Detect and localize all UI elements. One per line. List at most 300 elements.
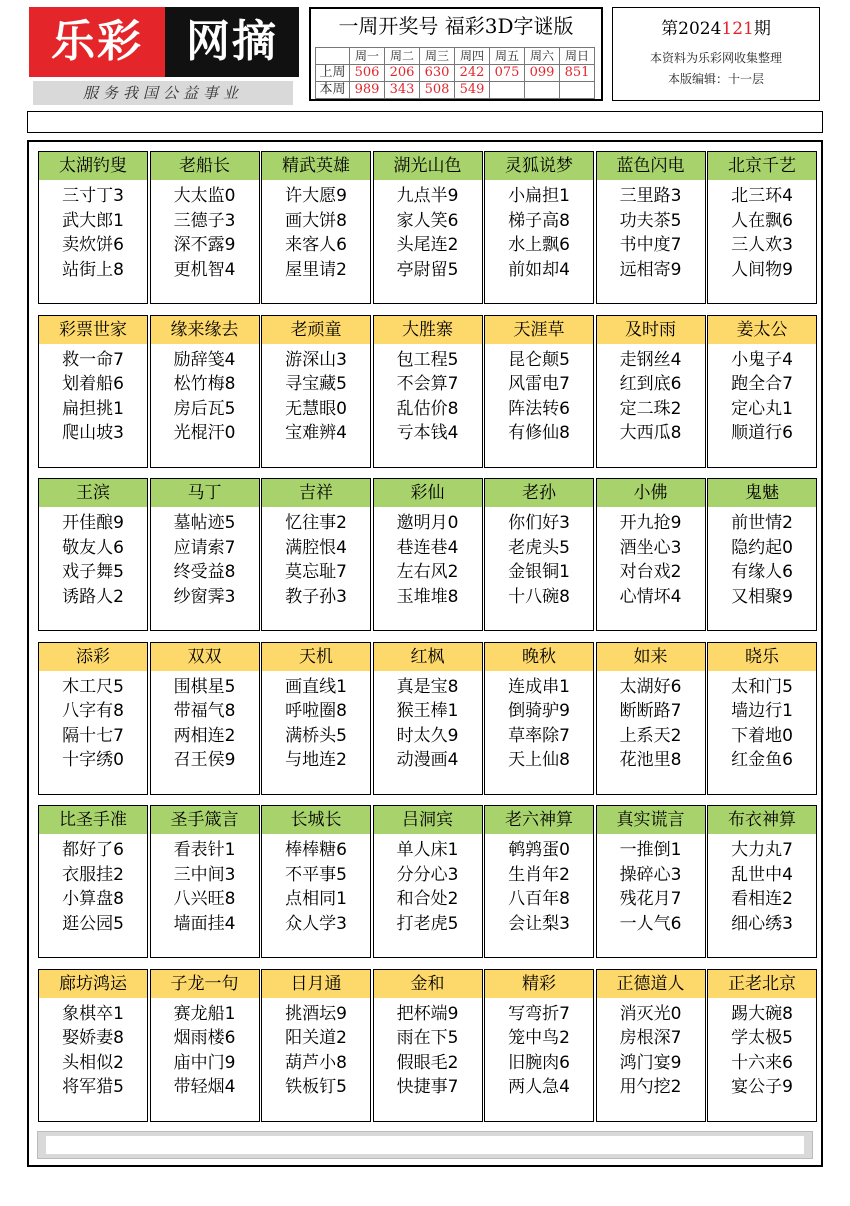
- riddle-line: 大太监0: [173, 186, 236, 206]
- issue-panel: [612, 7, 820, 101]
- riddle-line: 开九抢9: [619, 513, 682, 533]
- riddle-line: 将军猎5: [62, 1077, 124, 1097]
- riddle-line: 人间物9: [731, 259, 793, 280]
- draw-number: 549: [455, 82, 490, 99]
- card-author: 老船长: [151, 152, 259, 180]
- card-riddles: [597, 348, 705, 446]
- riddle-line: 忆往事2: [285, 513, 347, 533]
- source-note: 本资料为乐彩网收集整理: [649, 51, 782, 65]
- this-week-row: [316, 82, 595, 99]
- riddle-line: 围棋星5: [173, 676, 236, 697]
- card-author: 蓝色闪电: [597, 152, 705, 180]
- riddle-line: 北三环4: [731, 186, 793, 206]
- riddle-line: 小算盘8: [62, 889, 124, 909]
- riddle-card: [373, 805, 483, 958]
- riddle-line: 家人笑6: [396, 210, 459, 231]
- riddle-line: 应请索7: [173, 537, 236, 558]
- riddle-line: 房根深7: [619, 1028, 682, 1048]
- issue-suffix: 期: [753, 19, 771, 39]
- riddle-line: 八百年8: [508, 889, 570, 909]
- card-riddles: [262, 1002, 370, 1100]
- card-author: 长城长: [262, 806, 370, 834]
- riddle-line: 寻宝藏5: [285, 374, 347, 394]
- day-header: 周二: [385, 48, 420, 65]
- riddle-line: 隐约起0: [731, 537, 793, 558]
- draw-corner-cell: [316, 48, 350, 65]
- riddle-line: 前如却4: [508, 259, 570, 280]
- card-author: 老顽童: [262, 316, 370, 344]
- riddle-card: [596, 478, 706, 631]
- card-riddles: [39, 348, 147, 446]
- riddle-line: 戏子舞5: [62, 562, 124, 582]
- card-author: 老六神算: [485, 806, 593, 834]
- riddle-line: 和合处2: [396, 889, 459, 909]
- riddle-line: 众人学3: [285, 913, 347, 934]
- riddle-line: 草率除7: [508, 725, 570, 746]
- riddle-line: 亏本钱4: [396, 423, 459, 443]
- card-riddles: [151, 838, 259, 936]
- riddle-line: 挑酒坛9: [285, 1003, 347, 1024]
- riddle-card: [707, 315, 817, 468]
- card-author: 彩仙: [374, 479, 482, 507]
- riddle-line: 带福气8: [173, 701, 236, 721]
- riddle-line: 金银铜1: [508, 562, 570, 582]
- draw-panel-title: 一周开奖号 福彩3D字谜版: [338, 14, 574, 38]
- card-riddles: [262, 184, 370, 282]
- draw-number: 508: [420, 82, 455, 99]
- riddle-line: 不平事5: [285, 864, 347, 885]
- card-riddles: [708, 838, 816, 936]
- riddle-line: 棒棒糖6: [285, 840, 347, 860]
- riddle-line: 小扁担1: [508, 186, 570, 206]
- card-author: 湖光山色: [374, 152, 482, 180]
- riddle-line: 快捷事7: [396, 1077, 459, 1097]
- riddle-line: 光棍汗0: [173, 423, 236, 443]
- riddle-card: [596, 315, 706, 468]
- riddle-line: 乱世中4: [731, 864, 793, 885]
- riddle-line: 划着船6: [62, 374, 124, 394]
- card-author: 老孙: [485, 479, 593, 507]
- riddle-line: 把杯端9: [396, 1003, 459, 1024]
- riddle-line: 十八碗8: [508, 586, 570, 607]
- card-riddles: [597, 675, 705, 773]
- draw-number: 242: [455, 65, 490, 82]
- riddle-line: 连成串1: [508, 676, 570, 697]
- card-riddles: [374, 511, 482, 609]
- riddle-line: 小鬼子4: [731, 349, 793, 370]
- riddle-card: [484, 151, 594, 304]
- card-riddles: [597, 838, 705, 936]
- riddle-line: 八兴旺8: [173, 889, 236, 909]
- riddle-line: 衣服挂2: [62, 864, 124, 885]
- card-author: 太湖钓叟: [39, 152, 147, 180]
- riddle-line: 单人床1: [396, 840, 459, 860]
- riddle-line: 两相连2: [173, 725, 236, 746]
- riddle-line: 又相聚9: [731, 586, 793, 607]
- riddle-line: 人在飘6: [731, 210, 793, 231]
- draw-number: [560, 82, 595, 99]
- riddle-line: 三人欢3: [731, 235, 793, 255]
- riddle-line: 猴王棒1: [396, 701, 459, 721]
- riddle-line: 假眼毛2: [396, 1052, 459, 1073]
- riddle-line: 下着地0: [731, 725, 793, 746]
- card-riddles: [39, 511, 147, 609]
- riddle-line: 功夫茶5: [619, 210, 682, 231]
- riddle-line: 三德子3: [173, 210, 236, 231]
- riddle-line: 庙中门9: [173, 1052, 236, 1073]
- riddle-line: 远相寄9: [619, 259, 682, 280]
- card-author: 真实谎言: [597, 806, 705, 834]
- riddle-line: 书中度7: [619, 235, 682, 255]
- riddle-card: [261, 315, 371, 468]
- riddle-line: 消灭光0: [619, 1003, 682, 1024]
- riddle-line: 更机智4: [173, 259, 236, 280]
- riddle-line: 纱窗霁3: [173, 586, 236, 607]
- card-author: 小佛: [597, 479, 705, 507]
- riddle-line: 墓帖迹5: [173, 513, 236, 533]
- riddle-card: [596, 151, 706, 304]
- card-riddles: [485, 838, 593, 936]
- riddle-line: 开佳酿9: [62, 513, 124, 533]
- draw-number: 506: [350, 65, 385, 82]
- riddle-line: 巷连巷4: [396, 537, 459, 558]
- riddle-card: [707, 805, 817, 958]
- riddle-line: 励辞笺4: [173, 349, 236, 370]
- card-author: 日月通: [262, 970, 370, 998]
- riddle-line: 教子孙3: [285, 586, 347, 607]
- riddle-line: 天上仙8: [508, 750, 570, 770]
- draw-number: 075: [490, 65, 525, 82]
- riddle-line: 邀明月0: [396, 513, 459, 533]
- riddle-line: 松竹梅8: [173, 374, 236, 394]
- card-author: 晚秋: [485, 643, 593, 671]
- riddle-card: [596, 642, 706, 795]
- riddle-line: 看相连2: [731, 889, 793, 909]
- riddle-line: 太湖好6: [619, 676, 682, 697]
- card-riddles: [597, 1002, 705, 1100]
- riddle-line: 旧腕肉6: [508, 1052, 570, 1073]
- riddle-line: 与地连2: [285, 750, 347, 770]
- card-author: 红枫: [374, 643, 482, 671]
- card-author: 添彩: [39, 643, 147, 671]
- riddle-line: 满腔恨4: [285, 537, 347, 558]
- card-riddles: [151, 348, 259, 446]
- riddle-card: [596, 805, 706, 958]
- issue-number: [613, 18, 819, 40]
- riddle-line: 左右风2: [396, 562, 459, 582]
- draw-number: 989: [350, 82, 385, 99]
- riddle-line: 逛公园5: [62, 913, 124, 934]
- riddle-line: 满桥头5: [285, 725, 347, 746]
- riddle-card: [373, 151, 483, 304]
- card-author: 圣手箴言: [151, 806, 259, 834]
- riddle-line: 木工尺5: [62, 676, 124, 697]
- riddle-line: 会让梨3: [508, 913, 570, 934]
- riddle-line: 头相似2: [62, 1052, 124, 1073]
- card-riddles: [151, 184, 259, 282]
- card-riddles: [262, 511, 370, 609]
- riddle-card: [38, 969, 148, 1122]
- riddle-line: 红金鱼6: [731, 750, 793, 770]
- riddle-line: 梯子高8: [508, 210, 570, 231]
- riddle-line: 屋里请2: [285, 259, 347, 280]
- riddle-line: 武大郎1: [62, 210, 124, 231]
- riddle-line: 一推倒1: [619, 840, 682, 860]
- riddle-line: 生肖年2: [508, 864, 570, 885]
- card-author: 正老北京: [708, 970, 816, 998]
- card-riddles: [374, 184, 482, 282]
- riddle-line: 包工程5: [396, 349, 459, 370]
- draw-number: [525, 82, 560, 99]
- riddle-line: 游深山3: [285, 349, 347, 370]
- riddle-line: 三中间3: [173, 864, 236, 885]
- row-label: 上周: [316, 65, 350, 82]
- riddle-line: 鹌鹑蛋0: [508, 840, 570, 860]
- riddle-line: 呼啦圈8: [285, 701, 347, 721]
- row-label: 本周: [316, 82, 350, 99]
- riddle-card: [484, 642, 594, 795]
- riddle-line: 莫忘耻7: [285, 562, 347, 582]
- card-author: 北京千艺: [708, 152, 816, 180]
- riddle-card: [150, 478, 260, 631]
- riddle-line: 十字绣0: [62, 750, 124, 770]
- riddle-card: [707, 478, 817, 631]
- blank-banner-bar: [27, 111, 823, 133]
- riddle-card: [261, 642, 371, 795]
- riddle-line: 细心绣3: [731, 913, 793, 934]
- riddle-line: 太和门5: [731, 676, 793, 697]
- riddle-card: [707, 969, 817, 1122]
- card-riddles: [39, 675, 147, 773]
- riddle-line: 走钢丝4: [619, 349, 682, 370]
- card-author: 正德道人: [597, 970, 705, 998]
- logo-main-text: 乐彩: [29, 7, 165, 77]
- riddle-line: 鸿门宴9: [619, 1052, 682, 1073]
- riddle-card: [596, 969, 706, 1122]
- site-logo: [29, 7, 299, 103]
- draw-number: 851: [560, 65, 595, 82]
- draw-number: 343: [385, 82, 420, 99]
- draw-number: 099: [525, 65, 560, 82]
- card-riddles: [39, 1002, 147, 1100]
- logo-banner: [29, 7, 299, 77]
- riddle-line: 写弯折7: [508, 1003, 570, 1024]
- card-riddles: [262, 348, 370, 446]
- riddle-line: 诱路人2: [62, 586, 124, 607]
- riddle-line: 酒坐心3: [619, 537, 682, 558]
- card-author: 子龙一句: [151, 970, 259, 998]
- riddle-line: 烟雨楼6: [173, 1028, 236, 1048]
- riddle-line: 救一命7: [62, 349, 124, 370]
- riddle-card: [373, 478, 483, 631]
- riddle-line: 风雷电7: [508, 374, 570, 394]
- riddle-card: [484, 315, 594, 468]
- riddle-line: 召王侯9: [173, 750, 236, 770]
- riddle-line: 有缘人6: [731, 562, 793, 582]
- riddle-line: 操碎心3: [619, 864, 682, 885]
- riddle-line: 无慧眼0: [285, 398, 347, 419]
- card-riddles: [39, 184, 147, 282]
- riddle-line: 九点半9: [396, 186, 459, 206]
- riddle-line: 老虎头5: [508, 537, 570, 558]
- bottom-banner-inner: [46, 1136, 804, 1154]
- riddle-line: 宴公子9: [731, 1077, 793, 1097]
- riddle-card: [261, 478, 371, 631]
- riddle-line: 不会算7: [396, 374, 459, 394]
- riddle-line: 一人气6: [619, 913, 682, 934]
- card-riddles: [151, 675, 259, 773]
- logo-second-text: 网摘: [186, 16, 278, 67]
- riddle-card: [150, 805, 260, 958]
- issue-prefix: 第2024: [661, 19, 722, 39]
- riddle-line: 顺道行6: [731, 423, 793, 443]
- riddle-line: 动漫画4: [396, 750, 459, 770]
- riddle-line: 来客人6: [285, 235, 347, 255]
- card-author: 布衣神算: [708, 806, 816, 834]
- riddle-line: 残花月7: [619, 889, 682, 909]
- riddle-line: 昆仑颠5: [508, 349, 570, 370]
- riddle-line: 分分心3: [396, 864, 459, 885]
- riddle-line: 象棋卒1: [62, 1003, 124, 1024]
- card-author: 大胜寨: [374, 316, 482, 344]
- riddle-line: 扁担挑1: [62, 398, 124, 419]
- card-riddles: [374, 348, 482, 446]
- riddle-line: 带轻烟4: [173, 1077, 236, 1097]
- riddle-line: 许大愿9: [285, 186, 347, 206]
- riddle-line: 雨在下5: [396, 1028, 459, 1048]
- editor-note: 本版编辑：十一层: [667, 72, 764, 86]
- riddle-line: 宝难辨4: [285, 423, 347, 443]
- draw-days-row: [316, 48, 595, 65]
- riddle-line: 上系天2: [619, 725, 682, 746]
- riddle-card: [150, 151, 260, 304]
- riddle-line: 打老虎5: [396, 913, 459, 934]
- riddle-card: [484, 478, 594, 631]
- card-author: 缘来缘去: [151, 316, 259, 344]
- card-author: 廊坊鸿运: [39, 970, 147, 998]
- logo-slogan: 服务我国公益事业: [33, 81, 293, 105]
- card-riddles: [262, 838, 370, 936]
- riddle-card: [150, 315, 260, 468]
- day-header: 周三: [420, 48, 455, 65]
- weekly-draw-panel: [309, 7, 603, 101]
- riddle-line: 终受益8: [173, 562, 236, 582]
- riddle-line: 大西瓜8: [619, 423, 682, 443]
- riddle-line: 墙边行1: [731, 701, 793, 721]
- card-author: 晓乐: [708, 643, 816, 671]
- riddle-line: 赛龙船1: [173, 1003, 236, 1024]
- riddle-line: 红到底6: [619, 374, 682, 394]
- riddle-line: 花池里8: [619, 750, 682, 770]
- day-header: 周五: [490, 48, 525, 65]
- riddle-line: 前世情2: [731, 513, 793, 533]
- card-riddles: [485, 675, 593, 773]
- riddle-line: 断断路7: [619, 701, 682, 721]
- riddle-line: 卖炊饼6: [62, 235, 124, 255]
- riddle-line: 隔十七7: [62, 725, 124, 746]
- riddle-card: [38, 315, 148, 468]
- riddle-card: [261, 805, 371, 958]
- card-author: 姜太公: [708, 316, 816, 344]
- riddle-card: [150, 969, 260, 1122]
- riddle-line: 你们好3: [508, 513, 570, 533]
- riddle-card: [484, 969, 594, 1122]
- day-header: 周日: [560, 48, 595, 65]
- bottom-banner-bar: [37, 1131, 813, 1159]
- draw-number: [490, 82, 525, 99]
- card-author: 马丁: [151, 479, 259, 507]
- riddle-line: 画直线1: [285, 676, 347, 697]
- riddle-line: 定心丸1: [731, 398, 793, 419]
- last-week-row: [316, 65, 595, 82]
- riddle-line: 八字有8: [62, 701, 124, 721]
- riddle-line: 头尾连2: [396, 235, 459, 255]
- card-riddles: [262, 675, 370, 773]
- card-author: 精武英雄: [262, 152, 370, 180]
- riddle-card: [373, 642, 483, 795]
- riddle-line: 房后瓦5: [173, 398, 236, 419]
- card-author: 天机: [262, 643, 370, 671]
- riddle-line: 跑全合7: [731, 374, 793, 394]
- riddle-line: 铁板钉5: [285, 1077, 347, 1097]
- card-riddles: [485, 1002, 593, 1100]
- riddle-card: [373, 315, 483, 468]
- issue-no: 121: [721, 19, 754, 39]
- riddle-card: [261, 151, 371, 304]
- riddle-card: [38, 478, 148, 631]
- card-author: 如来: [597, 643, 705, 671]
- riddle-card: [261, 969, 371, 1122]
- riddle-line: 十六来6: [731, 1052, 793, 1073]
- draw-number: 630: [420, 65, 455, 82]
- card-author: 金和: [374, 970, 482, 998]
- riddle-line: 乱估价8: [396, 398, 459, 419]
- riddle-line: 有修仙8: [508, 423, 570, 443]
- riddle-line: 时太久9: [396, 725, 459, 746]
- riddle-line: 三寸丁3: [62, 186, 124, 206]
- riddle-card: [484, 805, 594, 958]
- riddle-grid: [27, 140, 823, 1167]
- riddle-line: 学太极5: [731, 1028, 793, 1048]
- riddle-line: 对台戏2: [619, 562, 682, 582]
- card-riddles: [151, 1002, 259, 1100]
- riddle-line: 阳关道2: [285, 1028, 347, 1048]
- riddle-line: 玉堆堆8: [396, 586, 459, 607]
- riddle-line: 笼中鸟2: [508, 1028, 570, 1048]
- riddle-card: [707, 151, 817, 304]
- card-riddles: [597, 511, 705, 609]
- card-riddles: [485, 184, 593, 282]
- riddle-line: 画大饼8: [285, 210, 347, 231]
- card-author: 天涯草: [485, 316, 593, 344]
- card-author: 吉祥: [262, 479, 370, 507]
- riddle-line: 阵法转6: [508, 398, 570, 419]
- riddle-card: [38, 642, 148, 795]
- day-header: 周一: [350, 48, 385, 65]
- riddle-line: 深不露9: [173, 235, 236, 255]
- card-riddles: [708, 184, 816, 282]
- card-riddles: [597, 184, 705, 282]
- draw-results-table: [315, 47, 595, 99]
- card-riddles: [151, 511, 259, 609]
- riddle-line: 大力丸7: [731, 840, 793, 860]
- riddle-card: [373, 969, 483, 1122]
- riddle-line: 点相同1: [285, 889, 347, 909]
- riddle-card: [707, 642, 817, 795]
- card-author: 王滨: [39, 479, 147, 507]
- card-author: 双双: [151, 643, 259, 671]
- card-riddles: [708, 348, 816, 446]
